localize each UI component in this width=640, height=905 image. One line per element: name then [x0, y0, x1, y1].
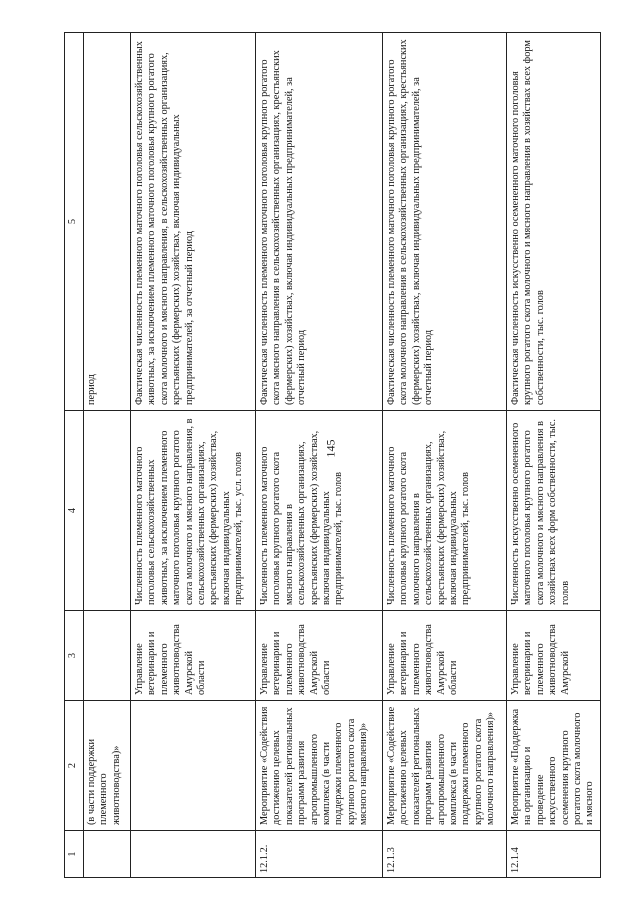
row-method: Фактическая численность искусственно осемененного маточного поголовья крупного рогатого скота молочного и мясного направления в хозяйствах всех форм собственности, тыс. голов	[507, 33, 601, 411]
table-row	[507, 33, 601, 878]
row-executor: Управление ветеринарии и племенного животноводства Амурской области	[256, 611, 383, 701]
cont-event-cell-2	[131, 701, 256, 831]
table-row	[256, 33, 383, 878]
row-event: Мероприятие «Содействие достижению целевых показателей региональных программ развития агропромышленного комплекса (в части поддержки племенного крупного рогатого скота молочного направления)»	[383, 701, 507, 831]
cont-indicator-cell: Численность племенного маточного поголовья сельскохозяйственных животных, за исключением племенного маточного поголовья крупного рогатого скота молочного и мясного направления, в сельскохозяйственных организациях, крестьянских (фермерских) хозяйствах, включая индивидуальных предпринимателей, тыс. усл. голов	[131, 411, 256, 611]
continuation-row-top	[84, 33, 131, 878]
row-method: Фактическая численность племенного маточного поголовья крупного рогатого скота молочного направления в сельскохозяйственных организациях, крестьянских (фермерских) хозяйствах, включая индивидуальных предпринимателей, за отчетный период	[383, 33, 507, 411]
row-method: Фактическая численность племенного маточного поголовья крупного рогатого скота мясного направления в сельскохозяйственных организациях, крестьянских (фермерских) хозяйствах, включая индивидуальных предпринимателей, за отчетный период	[256, 33, 383, 411]
header-col-2: 2	[65, 701, 84, 831]
cont-indicator-top-cell	[84, 411, 131, 611]
table-row	[383, 33, 507, 878]
cont-num-cell	[84, 831, 131, 878]
page-number: 145	[323, 439, 338, 458]
cont-method-tail-cell: период	[84, 33, 131, 411]
row-indicator: Численность племенного маточного поголовья крупного рогатого скота мясного направления в сельскохозяйственных организациях, крестьянских (фермерских) хозяйствах, включая индивидуальных предпринимателей, тыс. голов	[256, 411, 383, 611]
row-number: 12.1.2.	[256, 831, 383, 878]
cont-executor-top-cell	[84, 611, 131, 701]
header-col-3: 3	[65, 611, 84, 701]
cont-executor-cell: Управление ветеринарии и племенного животноводства Амурской области	[131, 611, 256, 701]
header-col-4: 4	[65, 411, 84, 611]
row-number: 12.1.3	[383, 831, 507, 878]
row-indicator: Численность племенного маточного поголовья крупного рогатого скота молочного направления в сельскохозяйственных организациях, крестьянских (фермерских) хозяйствах, включая индивидуальных предпринимателей, тыс. голов	[383, 411, 507, 611]
header-col-5: 5	[65, 33, 84, 411]
row-executor: Управление ветеринарии и племенного животноводства Амурской	[507, 611, 601, 701]
row-executor: Управление ветеринарии и племенного животноводства Амурской области	[383, 611, 507, 701]
row-number: 12.1.4	[507, 831, 601, 878]
header-row	[65, 33, 84, 878]
cont-method-cell: Фактическая численность племенного маточного поголовья сельскохозяйственных животных, за исключением племенного маточного поголовья крупного рогатого скота молочного и мясного направления, в сельскохозяйственных организациях, крестьянских (фермерских) хозяйствах, включая индивидуальных предпринимателей, за отчетный период	[131, 33, 256, 411]
rotated-table-wrapper	[64, 33, 596, 878]
row-event: Мероприятие «Содействия достижению целевых показателей региональных программ развития агропромышленного комплекса (в части поддержки племенного крупного рогатого скота мясного направления)»	[256, 701, 383, 831]
continuation-row	[131, 33, 256, 878]
row-event: Мероприятие «Поддержка на организацию и проведение искусственного осеменения крупного рогатого скота молочного и мясного	[507, 701, 601, 831]
measures-table	[64, 32, 601, 878]
row-indicator: Численность искусственно осемененного маточного поголовья крупного рогатого скота молочного и мясного направления в хозяйствах всех форм собственности, тыс. голов	[507, 411, 601, 611]
header-col-1: 1	[65, 831, 84, 878]
cont-event-cell: (в части поддержки племенного животноводства)»	[84, 701, 131, 831]
cont-num-cell-2	[131, 831, 256, 878]
